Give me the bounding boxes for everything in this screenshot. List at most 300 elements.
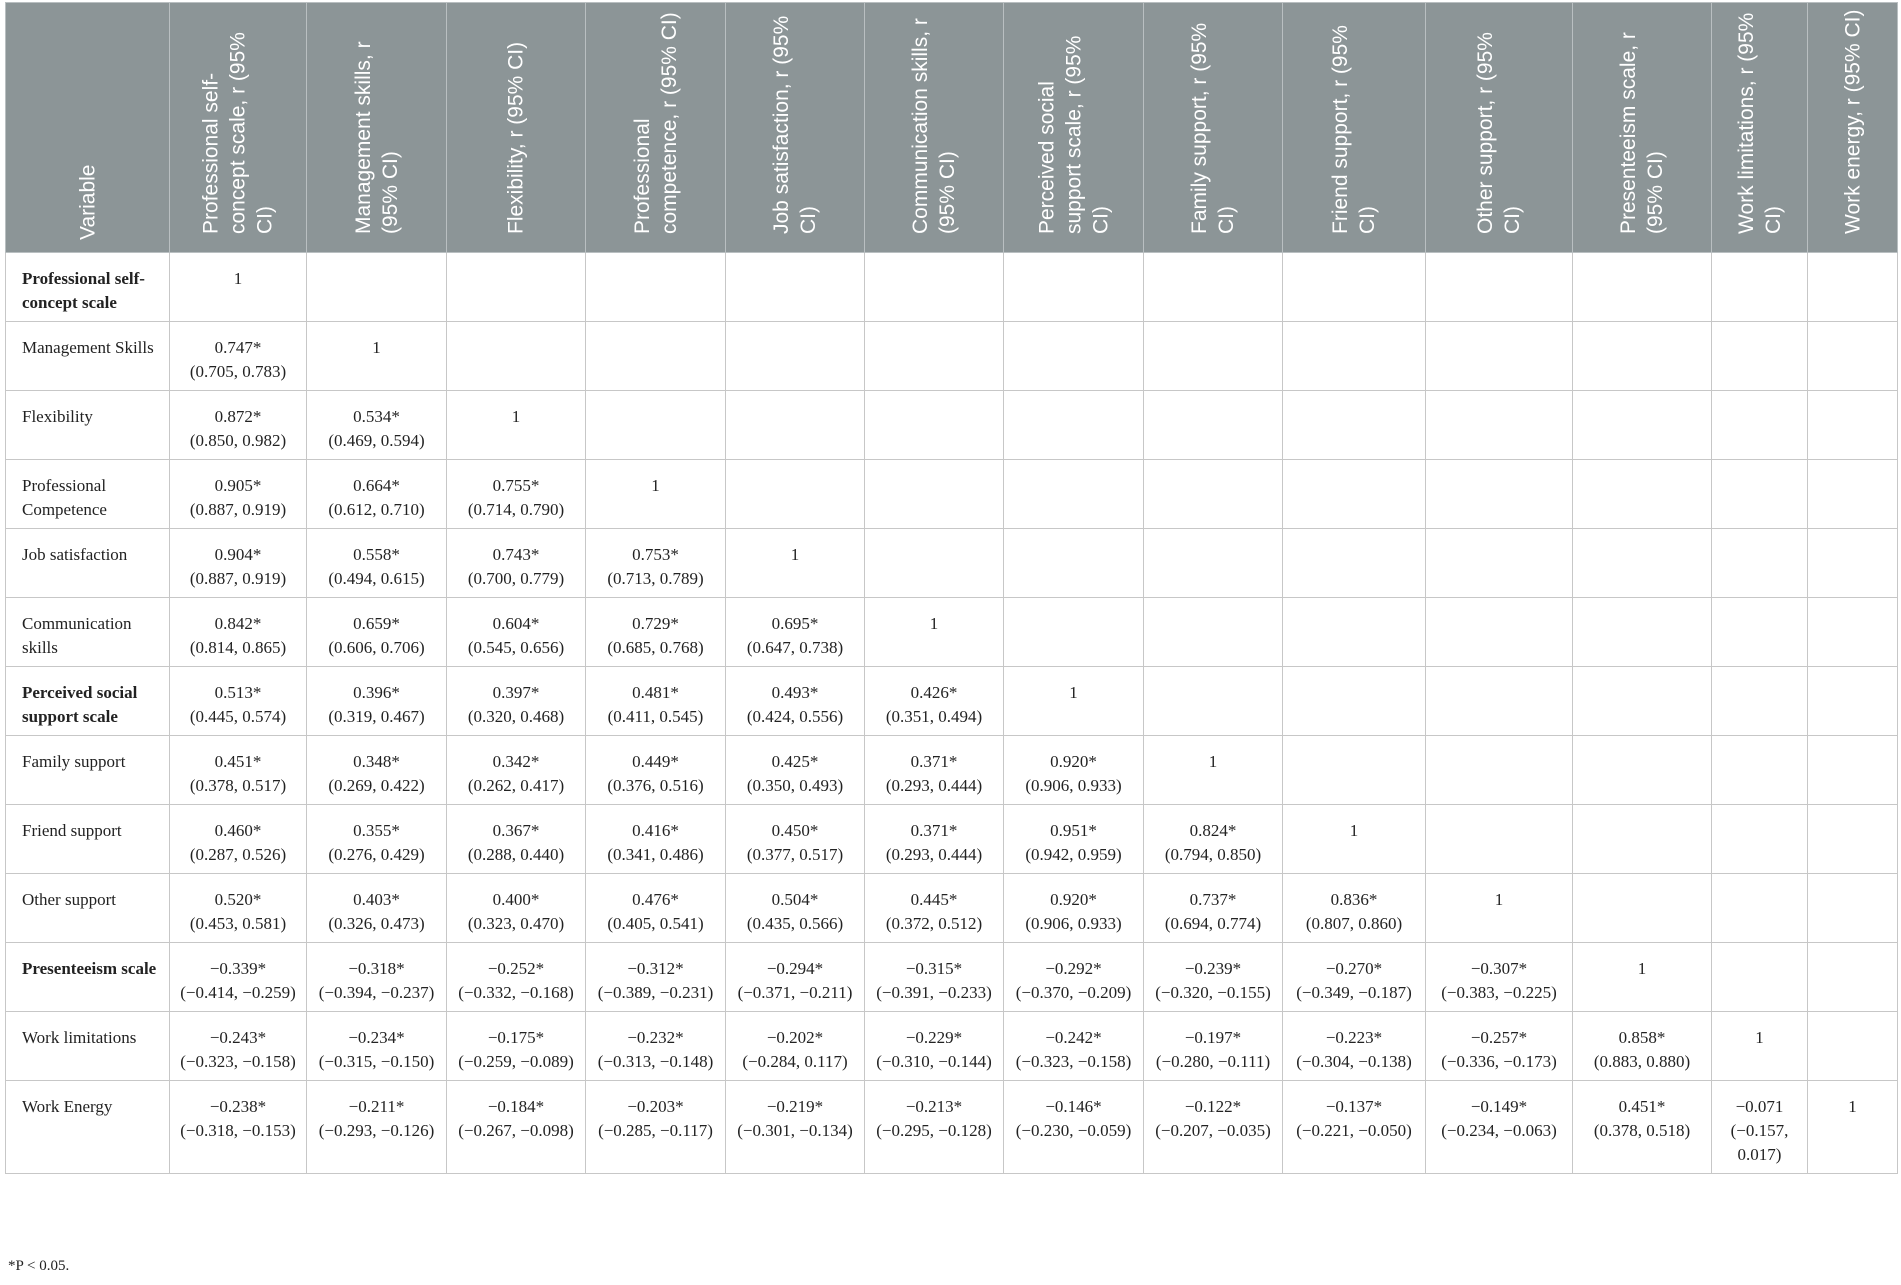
correlation-value: 1 — [1349, 821, 1359, 840]
table-cell — [865, 874, 1004, 943]
correlation-value: 0.904* — [214, 545, 262, 564]
confidence-interval: (0.713, 0.789) — [607, 569, 704, 588]
correlation-value: 0.355* — [353, 821, 400, 840]
row-label: Other support — [6, 874, 170, 943]
correlation-value: −0.238* — [209, 1097, 267, 1116]
table-cell — [1144, 322, 1283, 391]
confidence-interval: (−0.293, −0.126) — [318, 1121, 435, 1140]
table-cell — [586, 529, 726, 598]
table-row — [6, 1081, 1898, 1174]
confidence-interval: (0.705, 0.783) — [189, 362, 287, 381]
correlation-value: 0.451* — [214, 752, 262, 771]
table-cell — [170, 1081, 307, 1174]
table-cell — [1004, 529, 1144, 598]
column-header — [586, 3, 726, 253]
table-cell — [586, 598, 726, 667]
correlation-value: −0.294* — [766, 959, 824, 978]
correlation-value: 0.481* — [632, 683, 679, 702]
confidence-interval: (0.341, 0.486) — [607, 845, 704, 864]
column-header-label: Presenteeism scale, r (95% CI) — [1617, 32, 1667, 234]
confidence-interval: (0.606, 0.706) — [328, 638, 425, 657]
correlation-value: 0.400* — [492, 890, 540, 909]
correlation-value: −0.184* — [487, 1097, 545, 1116]
table-cell — [1144, 943, 1283, 1012]
confidence-interval: (0.807, 0.860) — [1305, 914, 1403, 933]
column-header-label: Work energy, r (95% CI) — [1841, 9, 1864, 234]
table-cell — [307, 529, 447, 598]
table-cell — [1004, 1012, 1144, 1081]
correlation-value: −0.146* — [1045, 1097, 1102, 1116]
table-cell — [1004, 322, 1144, 391]
correlation-value: 0.403* — [353, 890, 400, 909]
confidence-interval: (−0.221, −0.050) — [1296, 1121, 1412, 1140]
confidence-interval: (−0.336, −0.173) — [1441, 1052, 1557, 1071]
confidence-interval: (−0.301, −0.134) — [737, 1121, 853, 1140]
table-cell — [1426, 1012, 1573, 1081]
correlation-value: 0.664* — [353, 476, 400, 495]
column-header — [170, 3, 307, 253]
correlation-value: 0.842* — [214, 614, 262, 633]
confidence-interval: (−0.267, −0.098) — [458, 1121, 574, 1140]
column-header-label: Job satisfaction, r (95% CI) — [770, 15, 820, 234]
table-cell — [1283, 874, 1426, 943]
table-cell — [1808, 874, 1898, 943]
confidence-interval: (−0.230, −0.059) — [1015, 1121, 1132, 1140]
table-cell — [865, 322, 1004, 391]
correlation-value: −0.339* — [209, 959, 267, 978]
table-cell — [1808, 460, 1898, 529]
correlation-value: 0.449* — [632, 752, 679, 771]
correlation-value: −0.223* — [1325, 1028, 1383, 1047]
correlation-value: 0.513* — [214, 683, 262, 702]
row-label: Job satisfaction — [6, 529, 170, 598]
correlation-value: 0.504* — [771, 890, 819, 909]
table-cell — [1004, 805, 1144, 874]
table-cell — [1144, 1012, 1283, 1081]
confidence-interval: (0.453, 0.581) — [189, 914, 287, 933]
column-header — [1808, 3, 1898, 253]
table-cell — [865, 598, 1004, 667]
column-header-label: Communication skills, r (95% CI) — [909, 18, 959, 234]
correlation-value: −0.175* — [487, 1028, 545, 1047]
table-cell — [726, 874, 865, 943]
table-cell — [1004, 736, 1144, 805]
correlation-value: 0.920* — [1050, 890, 1097, 909]
correlation-value: 1 — [1208, 752, 1218, 771]
correlation-value: 0.558* — [353, 545, 400, 564]
confidence-interval: (−0.285, −0.117) — [598, 1121, 713, 1140]
table-body — [6, 253, 1898, 1174]
table-cell — [1808, 253, 1898, 322]
correlation-value: 0.348* — [353, 752, 400, 771]
table-cell — [170, 667, 307, 736]
table-cell — [1573, 874, 1712, 943]
table-cell — [1283, 943, 1426, 1012]
table-row — [6, 598, 1898, 667]
table-cell — [307, 805, 447, 874]
correlation-value: 1 — [1637, 959, 1647, 978]
table-cell — [865, 1012, 1004, 1081]
table-cell — [726, 667, 865, 736]
table-cell — [170, 874, 307, 943]
correlation-value: 1 — [1069, 683, 1078, 702]
correlation-value: 0.371* — [910, 752, 958, 771]
correlation-value: −0.239* — [1184, 959, 1242, 978]
table-cell — [1283, 598, 1426, 667]
table-cell — [1004, 391, 1144, 460]
correlation-value: 0.493* — [771, 683, 819, 702]
table-row — [6, 253, 1898, 322]
table-cell — [586, 736, 726, 805]
table-cell — [865, 460, 1004, 529]
confidence-interval: (−0.284, 0.117) — [742, 1052, 848, 1071]
table-cell — [1573, 805, 1712, 874]
table-cell — [1144, 253, 1283, 322]
correlation-value: 1 — [1848, 1097, 1857, 1116]
table-cell — [307, 391, 447, 460]
table-row — [6, 391, 1898, 460]
correlation-value: −0.257* — [1470, 1028, 1528, 1047]
table-cell — [726, 391, 865, 460]
table-cell — [170, 736, 307, 805]
table-cell — [726, 805, 865, 874]
row-label: Perceived social support scale — [6, 667, 170, 736]
table-cell — [865, 667, 1004, 736]
column-header-label: Management skills, r (95% CI) — [351, 41, 402, 234]
table-cell — [586, 1012, 726, 1081]
table-cell — [1712, 391, 1808, 460]
table-cell — [307, 736, 447, 805]
table-cell — [307, 1012, 447, 1081]
row-label: Communication skills — [6, 598, 170, 667]
table-cell — [1144, 874, 1283, 943]
confidence-interval: (0.906, 0.933) — [1025, 776, 1122, 795]
table-cell — [1808, 736, 1898, 805]
table-cell — [307, 943, 447, 1012]
table-cell — [1426, 529, 1573, 598]
table-cell — [1573, 667, 1712, 736]
table-cell — [1004, 598, 1144, 667]
column-header-label: Work limitations, r (95% CI) — [1734, 12, 1785, 234]
row-label: Family support — [6, 736, 170, 805]
table-cell — [865, 1081, 1004, 1174]
table-cell — [1426, 736, 1573, 805]
column-header — [1144, 3, 1283, 253]
table-cell — [1573, 391, 1712, 460]
table-cell — [1426, 322, 1573, 391]
correlation-value: 0.872* — [214, 407, 262, 426]
table-cell — [865, 805, 1004, 874]
table-cell — [1573, 322, 1712, 391]
confidence-interval: (0.378, 0.517) — [189, 776, 287, 795]
table-cell — [1426, 460, 1573, 529]
confidence-interval: (0.372, 0.512) — [885, 914, 983, 933]
header-variable — [6, 3, 170, 253]
table-cell — [447, 391, 586, 460]
table-cell — [447, 598, 586, 667]
confidence-interval: (−0.320, −0.155) — [1155, 983, 1271, 1002]
correlation-value: −0.202* — [766, 1028, 824, 1047]
table-cell — [586, 667, 726, 736]
table-cell — [170, 943, 307, 1012]
correlation-value: −0.234* — [348, 1028, 405, 1047]
column-header-label: Professional competence, r (95% CI) — [630, 12, 681, 234]
table-cell — [1426, 391, 1573, 460]
table-row — [6, 667, 1898, 736]
table-cell — [1283, 736, 1426, 805]
confidence-interval: (0.351, 0.494) — [885, 707, 983, 726]
confidence-interval: (0.377, 0.517) — [746, 845, 844, 864]
correlation-value: −0.270* — [1325, 959, 1383, 978]
correlation-value: −0.203* — [627, 1097, 684, 1116]
row-label: Presenteeism scale — [6, 943, 170, 1012]
table-cell — [1712, 805, 1808, 874]
table-cell — [1283, 667, 1426, 736]
correlation-table-container — [5, 2, 1897, 1174]
confidence-interval: (−0.207, −0.035) — [1155, 1121, 1271, 1140]
confidence-interval: (0.494, 0.615) — [328, 569, 425, 588]
confidence-interval: (−0.315, −0.150) — [318, 1052, 435, 1071]
table-cell — [726, 460, 865, 529]
table-cell — [865, 391, 1004, 460]
confidence-interval: (0.405, 0.541) — [607, 914, 704, 933]
table-cell — [1808, 1081, 1898, 1174]
confidence-interval: (0.887, 0.919) — [189, 569, 287, 588]
table-cell — [1712, 529, 1808, 598]
correlation-value: 0.367* — [492, 821, 540, 840]
correlation-value: 1 — [929, 614, 939, 633]
table-cell — [1426, 943, 1573, 1012]
correlation-value: 0.695* — [771, 614, 819, 633]
confidence-interval: (0.906, 0.933) — [1025, 914, 1122, 933]
correlation-value: 1 — [1494, 890, 1504, 909]
correlation-value: 0.397* — [492, 683, 540, 702]
correlation-value: 0.396* — [353, 683, 400, 702]
table-cell — [307, 1081, 447, 1174]
confidence-interval: (0.320, 0.468) — [467, 707, 565, 726]
column-header-label: Professional self-concept scale, r (95% CI) — [199, 32, 277, 234]
correlation-value: −0.252* — [487, 959, 545, 978]
row-label: Flexibility — [6, 391, 170, 460]
confidence-interval: (0.293, 0.444) — [885, 776, 983, 795]
correlation-value: 0.659* — [353, 614, 400, 633]
table-cell — [307, 322, 447, 391]
correlation-value: 1 — [790, 545, 800, 564]
table-cell — [865, 736, 1004, 805]
confidence-interval: (−0.389, −0.231) — [597, 983, 714, 1002]
correlation-value: −0.229* — [905, 1028, 963, 1047]
table-cell — [307, 667, 447, 736]
confidence-interval: (−0.318, −0.153) — [180, 1121, 296, 1140]
correlation-value: 0.450* — [771, 821, 819, 840]
confidence-interval: (−0.371, −0.211) — [737, 983, 853, 1002]
table-cell — [1573, 598, 1712, 667]
correlation-value: 1 — [1755, 1028, 1764, 1047]
table-cell — [586, 874, 726, 943]
table-cell — [170, 253, 307, 322]
table-cell — [1808, 805, 1898, 874]
correlation-value: 1 — [511, 407, 521, 426]
correlation-value: 0.416* — [632, 821, 679, 840]
confidence-interval: (0.276, 0.429) — [328, 845, 425, 864]
confidence-interval: (0.269, 0.422) — [328, 776, 425, 795]
table-cell — [1712, 598, 1808, 667]
correlation-value: −0.213* — [905, 1097, 963, 1116]
table-cell — [586, 805, 726, 874]
correlation-value: −0.211* — [348, 1097, 405, 1116]
correlation-value: −0.122* — [1184, 1097, 1242, 1116]
footnote: *P < 0.05. — [8, 1258, 70, 1274]
confidence-interval: (0.714, 0.790) — [467, 500, 565, 519]
correlation-value: 0.747* — [214, 338, 262, 357]
table-cell — [865, 943, 1004, 1012]
confidence-interval: (−0.310, −0.144) — [876, 1052, 992, 1071]
correlation-value: 0.342* — [492, 752, 540, 771]
confidence-interval: (0.378, 0.518) — [1593, 1121, 1691, 1140]
confidence-interval: (−0.280, −0.111) — [1155, 1052, 1271, 1071]
correlation-value: −0.197* — [1184, 1028, 1242, 1047]
table-cell — [1004, 460, 1144, 529]
confidence-interval: (0.326, 0.473) — [328, 914, 425, 933]
table-row — [6, 805, 1898, 874]
table-cell — [170, 805, 307, 874]
confidence-interval: (−0.370, −0.209) — [1015, 983, 1132, 1002]
table-row — [6, 460, 1898, 529]
correlation-value: −0.312* — [627, 959, 684, 978]
column-header — [307, 3, 447, 253]
column-header — [1426, 3, 1573, 253]
table-cell — [586, 943, 726, 1012]
column-header — [865, 3, 1004, 253]
table-cell — [726, 598, 865, 667]
correlation-value: 0.743* — [492, 545, 540, 564]
table-cell — [1144, 736, 1283, 805]
table-cell — [1144, 529, 1283, 598]
table-cell — [1712, 253, 1808, 322]
table-cell — [1426, 874, 1573, 943]
table-cell — [447, 943, 586, 1012]
column-header-label: Family support, r (95% CI) — [1188, 22, 1238, 234]
table-cell — [1426, 1081, 1573, 1174]
table-cell — [1808, 391, 1898, 460]
table-cell — [1426, 598, 1573, 667]
confidence-interval: (0.850, 0.982) — [189, 431, 287, 450]
column-header — [1283, 3, 1426, 253]
table-cell — [1573, 943, 1712, 1012]
table-cell — [1712, 874, 1808, 943]
confidence-interval: (0.350, 0.493) — [746, 776, 844, 795]
table-cell — [447, 322, 586, 391]
correlation-value: −0.232* — [627, 1028, 684, 1047]
correlation-value: 0.460* — [214, 821, 262, 840]
table-cell — [1004, 874, 1144, 943]
confidence-interval: (−0.391, −0.233) — [876, 983, 992, 1002]
confidence-interval: (0.469, 0.594) — [328, 431, 425, 450]
table-cell — [1004, 943, 1144, 1012]
row-label: Work limitations — [6, 1012, 170, 1081]
table-cell — [1004, 667, 1144, 736]
table-cell — [586, 1081, 726, 1174]
table-cell — [1283, 529, 1426, 598]
confidence-interval: (−0.295, −0.128) — [876, 1121, 992, 1140]
table-cell — [1712, 460, 1808, 529]
table-cell — [586, 460, 726, 529]
correlation-value: −0.137* — [1325, 1097, 1383, 1116]
table-cell — [1283, 1081, 1426, 1174]
table-cell — [447, 529, 586, 598]
confidence-interval: (−0.259, −0.089) — [458, 1052, 574, 1071]
table-cell — [307, 253, 447, 322]
correlation-value: −0.071 — [1735, 1097, 1784, 1116]
table-cell — [865, 253, 1004, 322]
row-label: Management Skills — [6, 322, 170, 391]
confidence-interval: (0.612, 0.710) — [328, 500, 425, 519]
correlation-value: 1 — [372, 338, 381, 357]
confidence-interval: (−0.332, −0.168) — [458, 983, 574, 1002]
correlation-value: 0.824* — [1189, 821, 1237, 840]
correlation-value: 1 — [651, 476, 660, 495]
confidence-interval: (−0.157, 0.017) — [1730, 1121, 1789, 1164]
table-cell — [1426, 667, 1573, 736]
row-label: Work Energy — [6, 1081, 170, 1174]
confidence-interval: (0.319, 0.467) — [328, 707, 425, 726]
confidence-interval: (−0.394, −0.237) — [318, 983, 435, 1002]
confidence-interval: (0.685, 0.768) — [607, 638, 704, 657]
table-cell — [170, 460, 307, 529]
table-cell — [1808, 943, 1898, 1012]
correlation-value: −0.242* — [1045, 1028, 1102, 1047]
confidence-interval: (0.545, 0.656) — [467, 638, 565, 657]
correlation-value: 0.451* — [1618, 1097, 1666, 1116]
table-row — [6, 874, 1898, 943]
column-header-label: Friend support, r (95% CI) — [1329, 25, 1379, 234]
correlation-value: 1 — [233, 269, 243, 288]
confidence-interval: (−0.383, −0.225) — [1441, 983, 1557, 1002]
confidence-interval: (0.288, 0.440) — [467, 845, 565, 864]
column-header-label: Variable — [76, 164, 99, 240]
table-cell — [586, 253, 726, 322]
confidence-interval: (−0.234, −0.063) — [1441, 1121, 1557, 1140]
table-cell — [1712, 1081, 1808, 1174]
table-cell — [170, 529, 307, 598]
confidence-interval: (−0.313, −0.148) — [597, 1052, 714, 1071]
confidence-interval: (0.887, 0.919) — [189, 500, 287, 519]
table-cell — [1283, 460, 1426, 529]
confidence-interval: (−0.323, −0.158) — [180, 1052, 296, 1071]
table-cell — [1283, 1012, 1426, 1081]
confidence-interval: (0.942, 0.959) — [1025, 845, 1122, 864]
table-cell — [447, 667, 586, 736]
table-cell — [1808, 322, 1898, 391]
table-cell — [865, 529, 1004, 598]
table-row — [6, 322, 1898, 391]
confidence-interval: (0.445, 0.574) — [189, 707, 287, 726]
correlation-value: 0.858* — [1618, 1028, 1666, 1047]
correlation-value: 0.426* — [910, 683, 958, 702]
correlation-value: −0.243* — [209, 1028, 267, 1047]
table-cell — [726, 529, 865, 598]
table-cell — [170, 322, 307, 391]
table-cell — [447, 253, 586, 322]
table-cell — [1573, 460, 1712, 529]
table-cell — [1808, 667, 1898, 736]
table-cell — [726, 253, 865, 322]
correlation-value: 0.737* — [1189, 890, 1237, 909]
table-cell — [1144, 391, 1283, 460]
table-cell — [1808, 598, 1898, 667]
header-row — [6, 3, 1898, 253]
table-cell — [1283, 253, 1426, 322]
